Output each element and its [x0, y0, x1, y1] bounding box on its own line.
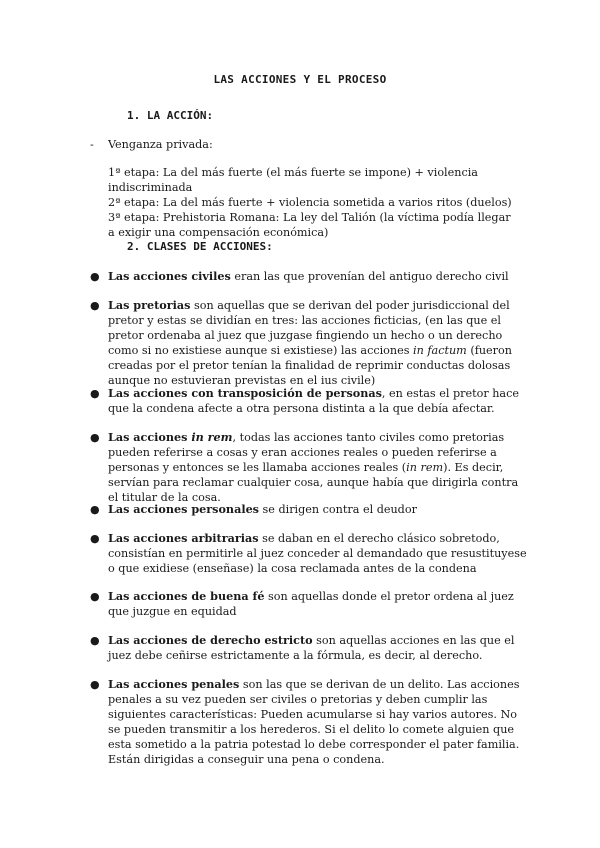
bullet-text — [108, 589, 528, 619]
bullet-icon: ● — [90, 503, 100, 516]
bullet-lead: Las acciones de derecho estricto — [108, 633, 313, 647]
document-title: LAS ACCIONES Y EL PROCESO — [213, 73, 387, 86]
bullet-lead: Las acciones — [108, 430, 192, 444]
bullet-lead: Las pretorias — [108, 298, 191, 312]
bullet-lead: Las acciones de buena fé — [108, 589, 265, 603]
bullet-lead: Las acciones civiles — [108, 269, 231, 283]
bullet-text — [108, 633, 528, 663]
bullet-italic: in factum — [413, 344, 467, 357]
bullet-body: son aquellas acciones en las que el juez debe ceñirse estrictamente a la fórmula, es decir, al derecho. — [108, 634, 515, 662]
venganza-label: Venganza privada: — [108, 138, 213, 151]
bullet-lead: Las acciones personales — [108, 502, 259, 516]
stages-list — [108, 165, 518, 240]
bullet-text — [108, 502, 528, 517]
bullet-text — [108, 531, 528, 576]
bullet-lead: Las acciones con transposición de personas — [108, 386, 382, 400]
bullet-icon: ● — [90, 270, 100, 283]
bullet-italic: in rem — [406, 461, 444, 474]
bullet-text — [108, 677, 528, 767]
bullet-body: se daban en el derecho clásico sobretodo, consistían en permitirle al juez conceder al demandado que resustituyese o que exidiese (enseñase) la cosa reclamada antes de la condena — [108, 532, 527, 575]
bullet-body-b: ). Es decir, servían para reclamar cualquier cosa, aunque había que dirigirla contra el titular de la cosa. — [108, 461, 519, 504]
bullet-body-a: son aquellas que se derivan del poder jurisdiccional del pretor y estas se dividían en tres: las acciones ficticias, (en las que el pretor ordenaba al juez que juzgase fingiendo un hecho o un derecho como si no existiese aunque si existiese) las acciones — [108, 299, 510, 357]
bullet-body-b: (fueron creadas por el pretor tenían la finalidad de reprimir conductas dolosas aunque no estuvieran previstas en el ius civile) — [108, 344, 512, 387]
section-heading-accion: 1. LA ACCIÓN: — [127, 109, 214, 122]
bullet-icon: ● — [90, 532, 100, 545]
bullet-body-a: , todas las acciones tanto civiles como pretorias pueden referirse a cosas y eran acciones reales o pueden referirse a personas y entonces se les llamaba acciones reales ( — [108, 431, 505, 474]
stage-3: 3ª etapa: Prehistoria Romana: La ley del Talión (la víctima podía llegar a exigir una compensación económica) — [108, 211, 511, 239]
bullet-icon: ● — [90, 678, 100, 691]
bullet-icon: ● — [90, 431, 100, 444]
bullet-lead: Las acciones penales — [108, 677, 240, 691]
stage-2: 2ª etapa: La del más fuerte + violencia sometida a varios ritos (duelos) — [108, 196, 512, 209]
bullet-text — [108, 430, 528, 505]
bullet-text — [108, 298, 528, 388]
bullet-body: eran las que provenían del antiguo derecho civil — [230, 270, 509, 283]
stage-1: 1ª etapa: La del más fuerte (el más fuerte se impone) + violencia indiscriminada — [108, 166, 478, 194]
bullet-body: son las que se derivan de un delito. Las acciones penales a su vez pueden ser civiles o pretorias y deben cumplir las siguientes características: Pueden acumularse si hay varios autores. No se pueden transmitir a los herederos. Si el delito lo comete alguien que esta sometido a la patria potestad lo debe corresponder el pater familia. Están dirigidas a conseguir una pena o condena. — [108, 678, 520, 766]
dash-marker: - — [90, 138, 94, 151]
bullet-body: se dirigen contra el deudor — [258, 503, 417, 516]
bullet-text — [108, 269, 528, 284]
bullet-icon: ● — [90, 299, 100, 312]
bullet-body: son aquellas donde el pretor ordena al juez que juzgue en equidad — [108, 590, 514, 618]
bullet-text — [108, 386, 528, 416]
bullet-lead: Las acciones arbitrarias — [108, 531, 259, 545]
bullet-body: , en estas el pretor hace que la condena afecte a otra persona distinta a la que debía afectar. — [108, 387, 519, 415]
bullet-lead-italic: in rem — [191, 430, 233, 444]
section-heading-clases: 2. CLASES DE ACCIONES: — [127, 240, 273, 253]
bullet-icon: ● — [90, 387, 100, 400]
bullet-icon: ● — [90, 634, 100, 647]
bullet-icon: ● — [90, 590, 100, 603]
